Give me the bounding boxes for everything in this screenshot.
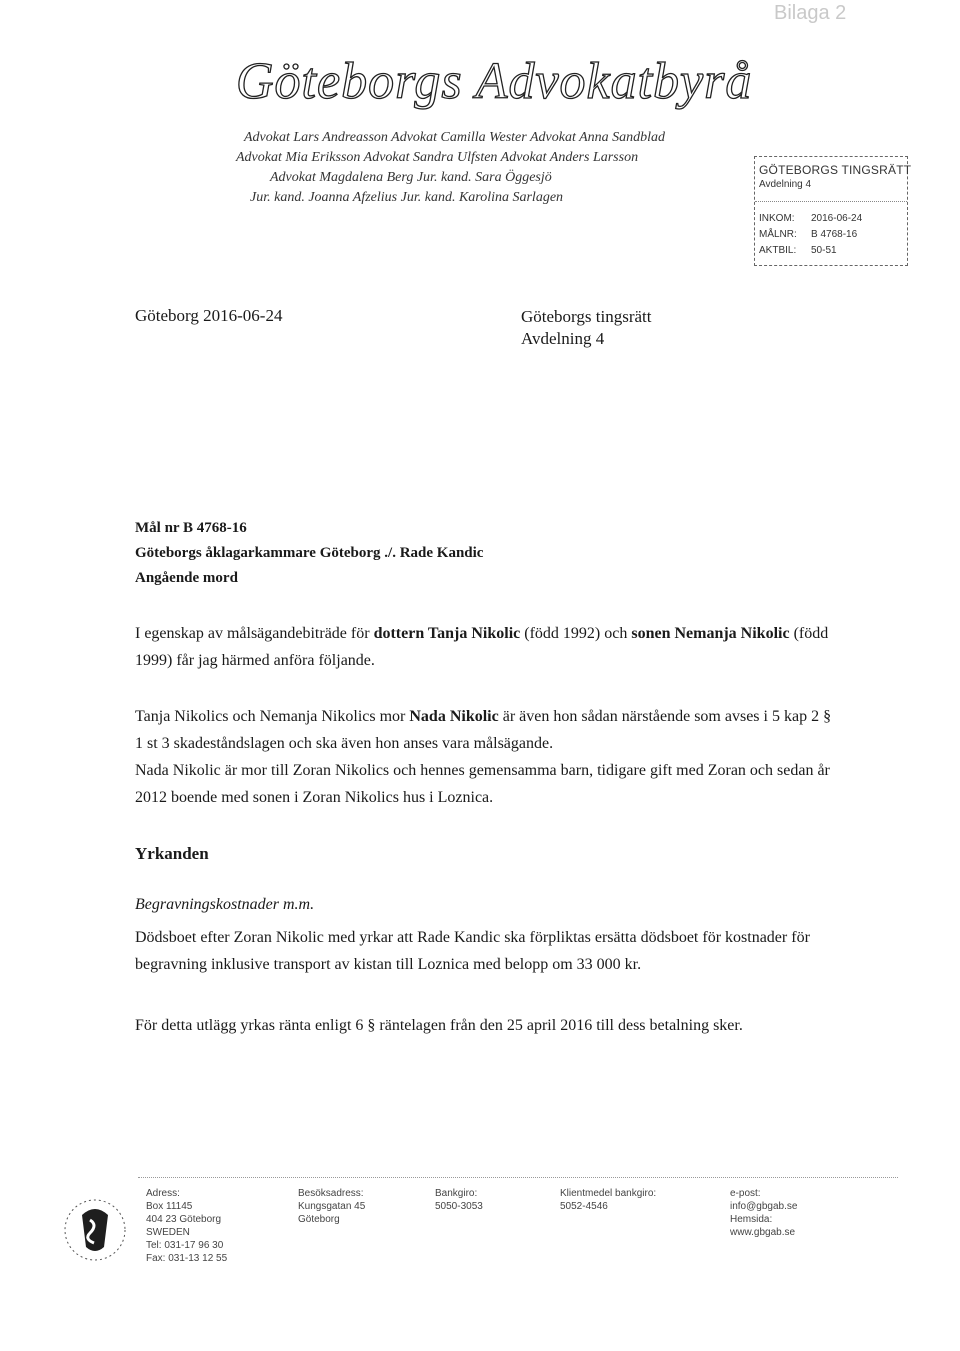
case-heading <box>135 516 483 591</box>
paragraph-mother <box>135 703 835 757</box>
court-received-stamp <box>754 156 912 266</box>
stamp-malnr-value: B 4768-16 <box>811 229 858 240</box>
footer-line: Tel: 031-17 96 30 <box>146 1240 224 1251</box>
lawyer-list <box>236 128 736 208</box>
footer-client-bankgiro <box>560 1187 656 1213</box>
paragraph-claim: Dödsboet efter Zoran Nikolic med yrkar att Rade Kandic ska förpliktas ersätta dödsboet för kostnader för begravning inklusive transport av kistan till Loznica med belopp om 33 000 kr. <box>135 929 810 973</box>
stamp-inkom-row <box>759 213 862 224</box>
stamp-division: Avdelning 4 <box>759 179 812 190</box>
lawyer-line: Advokat Lars Andreasson Advokat Camilla Wester Advokat Anna Sandblad <box>244 130 666 145</box>
footer-line: www.gbgab.se <box>730 1227 796 1238</box>
letterhead-footer <box>60 1165 900 1295</box>
stamp-malnr-label: MÅLNR: <box>759 229 797 240</box>
attachment-label: Bilaga 2 <box>774 2 847 24</box>
footer-visit <box>298 1187 365 1226</box>
recipient-line2: Avdelning 4 <box>521 329 605 348</box>
recipient-address <box>521 306 651 350</box>
section-subheading: Begravningskostnader m.m. <box>135 896 315 913</box>
footer-label: Bankgiro: <box>435 1188 478 1199</box>
section-heading: Yrkanden <box>135 844 209 863</box>
dateline: Göteborg 2016-06-24 <box>135 306 283 325</box>
footer-line: 5050-3053 <box>435 1201 483 1212</box>
text-run-bold: sonen Nemanja Nikolic <box>631 625 790 642</box>
case-parties: Göteborgs åklagarkammare Göteborg ./. Rade Kandic <box>135 545 484 561</box>
stamp-aktbil-row <box>759 245 837 256</box>
footer-line: 404 23 Göteborg <box>146 1214 222 1225</box>
case-number: Mål nr B 4768-16 <box>135 520 247 536</box>
stamp-aktbil-label: AKTBIL: <box>759 245 797 256</box>
footer-line: Box 11145 <box>146 1201 193 1212</box>
text-run-bold: dottern Tanja Nikolic <box>373 625 521 642</box>
footer-contact <box>730 1187 797 1239</box>
text-run: I egenskap av målsägandebiträde för <box>135 625 374 642</box>
paragraph-intro <box>135 620 835 674</box>
stamp-court: GÖTEBORGS TINGSRÄTT <box>759 163 912 177</box>
footer-line: Fax: 031-13 12 55 <box>146 1253 228 1264</box>
lawyer-line: Advokat Mia Eriksson Advokat Sandra Ulfsten Advokat Anders Larsson <box>236 150 639 165</box>
text-run: (född 1992) och <box>520 625 632 642</box>
stamp-malnr-row <box>759 229 857 240</box>
footer-label: Hemsida: <box>730 1214 773 1225</box>
text-run: är även hon sådan närstående som avses i 5 kap 2 § 1 st 3 skadeståndslagen och ska även hon anses vara målsägande. <box>135 708 832 752</box>
footer-line: Kungsgatan 45 <box>298 1201 366 1212</box>
paragraph-interest: För detta utlägg yrkas ränta enligt 6 § räntelagen från den 25 april 2016 till dess betalning sker. <box>135 1017 743 1034</box>
footer-label: e-post: <box>730 1188 761 1199</box>
stamp-inkom-label: INKOM: <box>759 213 795 224</box>
footer-divider <box>138 1177 898 1178</box>
footer-label: Besöksadress: <box>298 1188 364 1199</box>
footer-label: Adress: <box>146 1188 180 1199</box>
firm-seal-icon <box>60 1175 130 1285</box>
footer-line: SWEDEN <box>146 1227 190 1238</box>
footer-line: info@gbgab.se <box>730 1201 798 1212</box>
paragraph-family: Nada Nikolic är mor till Zoran Nikolics och hennes gemensamma barn, tidigare gift med Zoran och sedan år 2012 boende med sonen i Zoran Nikolics hus i Loznica. <box>135 762 830 806</box>
text-run: Tanja Nikolics och Nemanja Nikolics mor <box>135 708 410 725</box>
firm-name-logo: Göteborgs Advokatbyrå <box>236 53 753 110</box>
lawyer-line: Jur. kand. Joanna Afzelius Jur. kand. Karolina Sarlagen <box>250 190 564 205</box>
stamp-divider <box>755 201 907 202</box>
footer-bankgiro <box>435 1187 483 1213</box>
text-run: (född 1999) får jag härmed anföra följande. <box>135 625 829 669</box>
stamp-inkom-value: 2016-06-24 <box>811 213 863 224</box>
stamp-aktbil-value: 50-51 <box>811 245 837 256</box>
footer-label: Klientmedel bankgiro: <box>560 1188 657 1199</box>
lawyer-line: Advokat Magdalena Berg Jur. kand. Sara Öggesjö <box>270 170 552 185</box>
footer-line: 5052-4546 <box>560 1201 608 1212</box>
recipient-line1: Göteborgs tingsrätt <box>521 307 652 326</box>
footer-line: Göteborg <box>298 1214 340 1225</box>
text-run-bold: Nada Nikolic <box>409 708 499 725</box>
footer-address <box>146 1187 227 1265</box>
case-subject: Angående mord <box>135 570 238 586</box>
